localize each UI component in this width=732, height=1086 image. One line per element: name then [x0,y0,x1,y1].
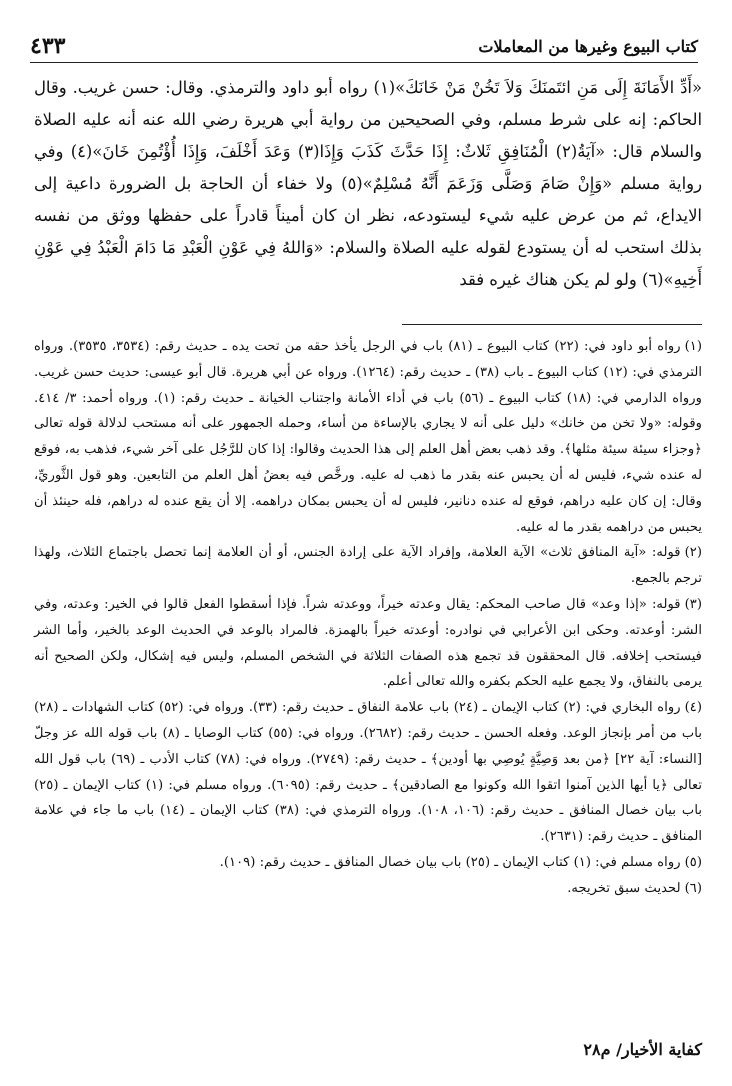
footnote-text: رواه أبو داود في: (٢٢) كتاب البيوع ـ (٨١) باب في الرجل يأخذ حقه من تحت يده ـ حديث رقم: (٣٥٣٤، ٣٥٣٥). ورواه الترمذي في: (١٢) كتاب البيوع ـ باب (٣٨) ـ حديث رقم: (١٢٦٤). ورواه عن أبي هريرة. قال أبو عيسى: حديث حسن غريب. ورواه الدارمي في: (١٨) كتاب البيوع ـ (٥٦) باب في أداء الأمانة واجتناب الخيانة ـ حديث رقم: (١). ورواه أحمد: ٣/ ٤١٤. وقوله: «ولا تخن من خانك» دليل على أنه لا يجاري بالإساءة من أساء، وحمله الجمهور على أنه مستحب لدلالة قوله تعالى ﴿وجزاء سيئة سيئة مثلها﴾. وقد ذهب بعض أهل العلم إلى هذا الحديث وقالوا: إذا كان للرَّجُل على آخر شيء، فذهب به، فوقع له عنده شيء، فليس له أن يحبس عنه بقدر ما ذهب له عليه. ورخَّص فيه بعضُ أهل العلم من التابعين. وهو قول الثَّوريِّ، وقال: إن كان عليه دراهم، فوقع له عنده دنانير، فليس له أن يحبس بمكان دراهمه. إلا أن يقع عنده له دراهم، فله حينئذ أن يحبس من دراهمه بقدر ما له عليه. [34,339,702,535]
footnote-6 [34,876,702,902]
footnote-2 [34,540,702,592]
footnote-text: قوله: «آية المنافق ثلاث» الآية العلامة، وإفراد الآية على إرادة الجنس، أو أن العلامة إنما تحصل باجتماع الثلاث، ولهذا ترجم بالجمع. [34,545,702,587]
footnote-3 [34,592,702,695]
footnote-text: رواه مسلم في: (١) كتاب الإيمان ـ (٢٥) باب بيان خصال المنافق ـ حديث رقم: (١٠٩). [219,854,681,870]
footnote-4 [34,695,702,850]
main-paragraph: «أَدِّ الأَمَانَةَ إِلَى مَنِ ائتَمنَكَ وَلاَ تَخُنْ مَنْ خَانَكَ»(١) رواه أبو داود والترمذي. وقال: حسن غريب. وقال الحاكم: إنه على شرط مسلم، وفي الصحيحين من رواية أبي هريرة رضي الله عنه أنه عليه الصلاة والسلام قال: «آيَةُ(٢) الْمُنَافِقِ ثَلاثٌ: إِذَا حَدَّثَ كَذَبَ وَإِذَا(٣) وَعَدَ أَخْلَفَ، وَإِذَا أُؤْتُمِنَ خَانَ»(٤) وفي رواية مسلم «وَإِنْ صَامَ وَصَلَّى وَزَعَمَ أَنَّهُ مُسْلِمٌ»(٥) ولا خفاء أن الحاجة بل الضرورة داعية إلى الايداع، ثم من عرض عليه شيء ليستودعه، نظر ان كان أميناً قادراً على حفظها ووثق من نفسه بذلك استحب له أن يستودع لقوله عليه الصلاة والسلام: «وَاللهُ فِي عَوْنِ الْعَبْدِ مَا دَامَ الْعَبْدُ فِي عَوْنِ أَخِيهِ»(٦) ولو لم يكن هناك غيره فقد [34,78,702,289]
footnote-1 [34,334,702,540]
page-header [30,30,698,63]
footnote-number: (٣) [684,596,702,612]
footnotes [34,334,702,902]
page-signature: كفاية الأخيار/ م٢٨ [583,1040,702,1059]
footnote-5 [34,850,702,876]
footnote-number: (٦) [684,880,702,896]
footnote-separator [402,324,702,325]
footnote-number: (٥) [684,854,702,870]
footnote-text: قوله: «إذا وعد» قال صاحب المحكم: يقال وعدته خيراً، ووعدته شراً. فإذا أسقطوا الفعل قالوا في الخير: وعدته، وفي الشر: أوعدته. وحكى ابن الأعرابي في نوادره: أوعدته خيراً بالهمزة. فالمراد بالوعد في الحديث الوعد بالخير، وأما الشر فيستحب إخلافه. قال المحققون قد تجمع هذه الصفات الثلاثة في الشخص المسلم، وليس فيه إشكال، ولكن الصحيح أنه يرمى بالنفاق، ولا يجمع عليه الحكم بكفره والله تعالى أعلم. [34,596,702,690]
footnote-number: (٢) [684,545,702,561]
footnote-number: (٤) [684,700,703,716]
footnote-number: (١) [684,339,703,354]
footnote-text: لحديث سبق تخريجه. [567,880,681,896]
footnote-text: رواه البخاري في: (٢) كتاب الإيمان ـ (٢٤) باب علامة النفاق ـ حديث رقم: (٣٣). ورواه في: (٥٢) كتاب الشهادات ـ (٢٨) باب من أمر بإنجاز الوعد. وفعله الحسن ـ حديث رقم: (٢٦٨٢). ورواه في: (٥٥) كتاب الوصايا ـ (٨) باب قوله الله عز وجلّ [النساء: آية ٢٢] ﴿من بعد وَصِيَّةٍ يُوصِي بها أودين﴾ ـ حديث رقم: (٢٧٤٩). ورواه في: (٧٨) كتاب الأدب ـ (٦٩) باب قول الله تعالى ﴿يا أيها الذين آمنوا اتقوا الله وكونوا مع الصادقين﴾ ـ حديث رقم: (٦٠٩٥). ورواه مسلم في: (١) كتاب الإيمان ـ (٢٥) باب بيان خصال المنافق ـ حديث رقم: (١٠٦، ١٠٨). ورواه الترمذي في: (٣٨) كتاب الإيمان ـ (١٤) باب ما جاء في علامة المنافق ـ حديث رقم: (٢٦٣١). [34,700,703,845]
main-text [34,72,702,296]
page-number: ٤٣٣ [30,33,66,59]
running-title: كتاب البيوع وغيرها من المعاملات [478,36,698,56]
